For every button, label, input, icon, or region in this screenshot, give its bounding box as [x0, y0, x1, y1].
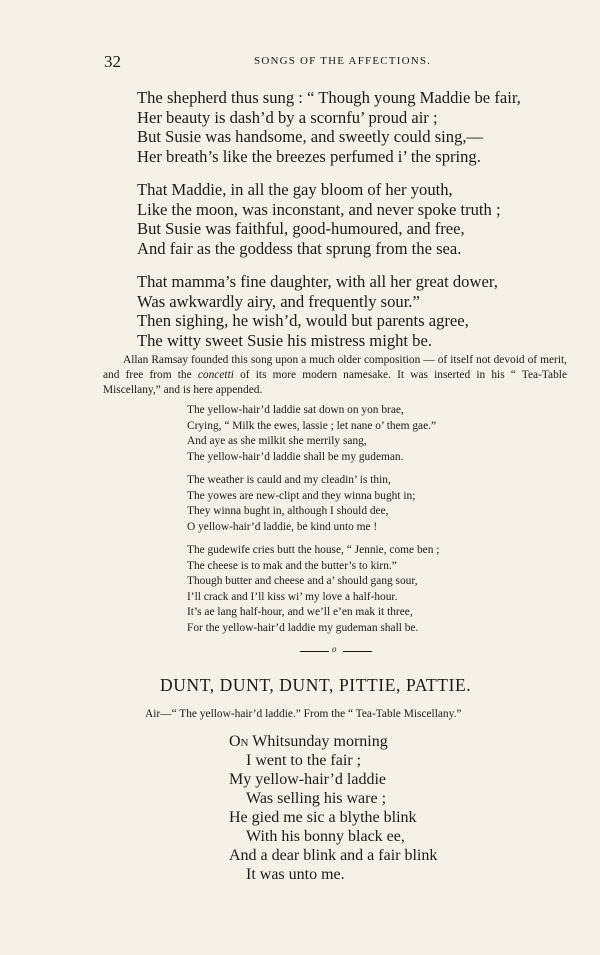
poem-line: Then sighing, he wish’d, would but parents agree,	[137, 311, 469, 330]
poem-line: Crying, “ Milk the ewes, lassie ; let nane o’ them gae.”	[187, 419, 437, 432]
poem-line: Though butter and cheese and a’ should gang sour,	[187, 575, 418, 587]
poem-line: I’ll crack and I’ll kiss wi’ my love a half-hour.	[187, 590, 398, 603]
poem-line: He gied me sic a blythe blink	[229, 809, 417, 826]
poem-line: The cheese is to mak and the butter’s to kirn.”	[187, 559, 397, 572]
note-italic: concetti	[197, 369, 234, 381]
poem-line: O yellow-hair’d laddie, be kind unto me !	[187, 520, 378, 533]
poem-line: It’s ae lang half-hour, and we’ll e’en mak it three,	[187, 606, 413, 618]
poem-line: Was awkwardly airy, and frequently sour.”	[137, 291, 420, 311]
poem-line: The yowes are new-clipt and they winna bught in;	[187, 489, 416, 502]
stanza	[137, 88, 577, 166]
first-word: On	[229, 733, 249, 750]
poem-line: That Maddie, in all the gay bloom of her youth,	[137, 180, 453, 199]
poem-line: Like the moon, was inconstant, and never spoke truth ;	[137, 199, 501, 219]
stanza	[187, 473, 507, 535]
separator-ornament: o	[332, 644, 337, 654]
poem-line: And fair as the goddess that sprung from the sea.	[137, 238, 462, 258]
poem-line: With his bonny black ee,	[246, 828, 405, 845]
section-separator	[300, 646, 372, 656]
poem-line: The witty sweet Susie his mistress might be.	[137, 330, 432, 350]
first-line-rest: Whitsunday morning	[248, 733, 388, 750]
poem-line: That mamma’s fine daughter, with all her great dower,	[137, 272, 498, 291]
shepherd-poem	[137, 88, 577, 364]
poem-line	[229, 732, 549, 751]
separator-rule	[300, 651, 329, 652]
poem-line: And aye as she milkit she merrily sang,	[187, 435, 367, 447]
poem-line: Her beauty is dash’d by a scornfu’ proud air ;	[137, 107, 438, 127]
poem-line: The shepherd thus sung : “ Though young Maddie be fair,	[137, 88, 521, 107]
poem-line: Was selling his ware ;	[246, 790, 387, 807]
poem-line: My yellow-hair’d laddie	[229, 771, 386, 788]
song-title: DUNT, DUNT, DUNT, PITTIE, PATTIE.	[160, 675, 472, 695]
stanza	[187, 543, 507, 636]
note-text-before: Allan Ramsay founded this song upon a much older composition — of itself not devoid of merit, and free from the	[103, 354, 567, 381]
poem-line: But Susie was handsome, and sweetly could sing,—	[137, 127, 484, 146]
air-attribution: Air—“ The yellow-hair’d laddie.” From the “ Tea-Table Miscellany.”	[145, 708, 462, 720]
stanza	[187, 403, 507, 465]
note-text-after: of its more modern namesake. It was inserted in his “ Tea-Table Miscellany,” and is here appended.	[103, 369, 568, 396]
poem-line: For the yellow-hair’d laddie my gudeman shall be.	[187, 621, 419, 634]
poem-line: They winna bught in, although I should dee,	[187, 505, 389, 517]
dunt-dunt-poem	[229, 732, 549, 884]
page-header	[104, 52, 544, 72]
poem-line: But Susie was faithful, good-humoured, and free,	[137, 219, 465, 238]
yellow-haired-laddie-poem	[187, 403, 507, 644]
editorial-note	[103, 353, 567, 398]
poem-line: The weather is cauld and my cleadin’ is thin,	[187, 474, 391, 486]
stanza	[137, 180, 577, 258]
stanza	[137, 272, 577, 350]
poem-line: The gudewife cries butt the house, “ Jennie, come ben ;	[187, 544, 440, 556]
poem-line: The yellow-hair’d laddie shall be my gudeman.	[187, 450, 404, 463]
poem-line: The yellow-hair’d laddie sat down on yon brae,	[187, 404, 404, 416]
poem-line: I went to the fair ;	[246, 752, 362, 769]
poem-line: It was unto me.	[246, 866, 345, 883]
separator-rule	[343, 651, 372, 652]
page-number: 32	[104, 52, 121, 71]
poem-line: And a dear blink and a fair blink	[229, 847, 438, 864]
poem-line: Her breath’s like the breezes perfumed i’ the spring.	[137, 146, 481, 166]
running-head: SONGS OF THE AFFECTIONS.	[254, 55, 432, 67]
